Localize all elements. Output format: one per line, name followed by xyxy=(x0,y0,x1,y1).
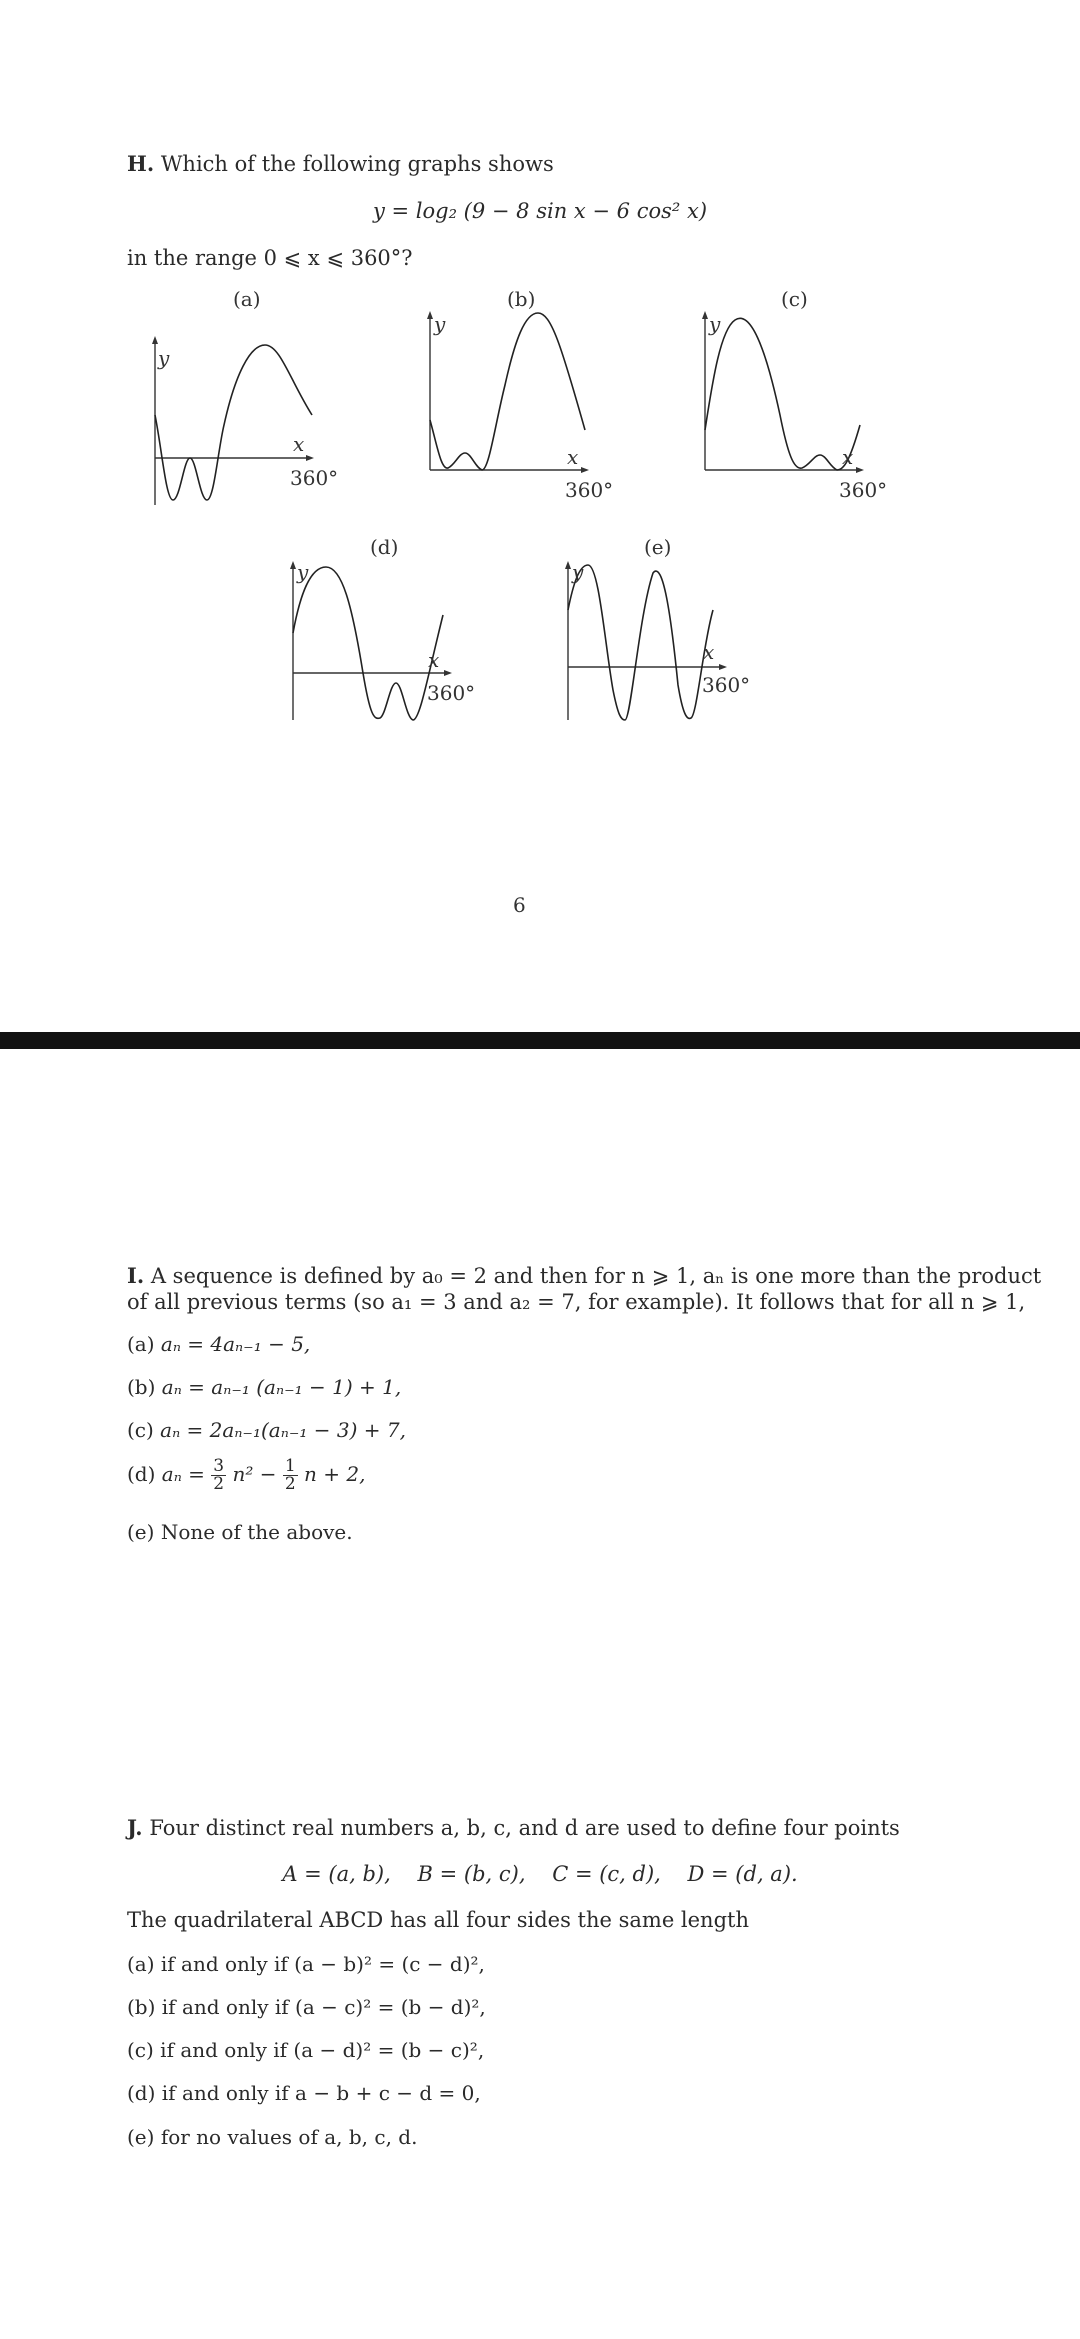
option-text: aₙ = 2aₙ₋₁(aₙ₋₁ − 3) + 7, xyxy=(160,1418,406,1442)
option-label: (c) xyxy=(127,2038,154,2062)
fraction-denominator: 2 xyxy=(284,1474,296,1494)
option-text: aₙ = aₙ₋₁ (aₙ₋₁ − 1) + 1, xyxy=(161,1375,402,1399)
fraction-numerator: 3 xyxy=(213,1456,225,1476)
option-label: (a) xyxy=(127,1952,155,1976)
option-label: (a) xyxy=(127,1332,155,1356)
graph-a-y-label: y xyxy=(158,346,170,370)
option-label: (e) xyxy=(127,2125,155,2149)
question-j-option-b xyxy=(127,1994,486,2020)
option-text: for no values of a, b, c, d. xyxy=(160,2125,418,2149)
page-number: 6 xyxy=(513,893,526,917)
question-j-option-c xyxy=(127,2037,484,2063)
graph-d-tick-label: 360° xyxy=(427,681,476,705)
option-text-post: n + 2, xyxy=(304,1462,366,1486)
graph-d-x-arrow xyxy=(444,670,452,676)
question-i-label: I. xyxy=(127,1263,145,1288)
graph-a-label: (a) xyxy=(233,287,261,311)
question-i-option-a xyxy=(127,1331,310,1357)
option-text-pre: aₙ = xyxy=(161,1462,212,1486)
graph-c-y-arrow xyxy=(702,311,708,319)
option-text: None of the above. xyxy=(160,1520,353,1544)
option-text: aₙ = 4aₙ₋₁ − 5, xyxy=(160,1332,311,1356)
graph-b-y-label: y xyxy=(434,312,446,336)
question-h-range: in the range 0 ⩽ x ⩽ 360°? xyxy=(127,246,413,270)
question-j-intro xyxy=(127,1815,900,1841)
option-text: if and only if (a − b)² = (c − d)², xyxy=(160,1952,485,1976)
question-j-points: A = (a, b), B = (b, c), C = (c, d), D = (d, a). xyxy=(282,1862,798,1886)
graph-b-curve xyxy=(430,313,585,470)
graph-a-tick-label: 360° xyxy=(290,466,339,490)
graph-e-x-arrow xyxy=(719,664,727,670)
graph-e-y-arrow xyxy=(565,561,571,569)
fraction-one-half xyxy=(283,1458,298,1493)
question-i-line-2: of all previous terms (so a₁ = 3 and a₂ = 7, for example). It follows that for all n ⩾ 1, xyxy=(127,1290,1026,1314)
question-i-line-1 xyxy=(127,1263,1041,1289)
question-j-statement: The quadrilateral ABCD has all four sides the same length xyxy=(127,1908,749,1932)
graph-e-label: (e) xyxy=(644,535,672,559)
graph-b-tick-label: 360° xyxy=(565,478,614,502)
exam-page-6 xyxy=(0,0,1080,1032)
question-i-option-c xyxy=(127,1417,406,1443)
question-j-option-a xyxy=(127,1951,485,1977)
graph-c-tick-label: 360° xyxy=(839,478,888,502)
graph-a-y-arrow xyxy=(152,336,158,344)
graph-c-curve xyxy=(705,318,860,470)
graph-c-label: (c) xyxy=(781,287,808,311)
graph-d-y-arrow xyxy=(290,561,296,569)
page-divider xyxy=(0,1032,1080,1049)
option-text: if and only if a − b + c − d = 0, xyxy=(161,2081,481,2105)
question-i-option-b xyxy=(127,1374,401,1400)
graph-e-tick-label: 360° xyxy=(702,673,751,697)
question-h-text: Which of the following graphs shows xyxy=(160,152,554,176)
graph-b-x-arrow xyxy=(581,467,589,473)
option-label: (d) xyxy=(127,1462,156,1486)
question-h-intro xyxy=(127,151,554,177)
question-i-option-e xyxy=(127,1519,353,1545)
option-label: (b) xyxy=(127,1375,156,1399)
question-j-label: J. xyxy=(127,1815,143,1840)
option-label: (d) xyxy=(127,2081,156,2105)
graph-d-label: (d) xyxy=(370,535,399,559)
question-j-option-e xyxy=(127,2124,417,2150)
option-label: (e) xyxy=(127,1520,155,1544)
graph-a-x-label: x xyxy=(293,432,305,456)
graph-b-x-label: x xyxy=(567,445,579,469)
graph-d-x-label: x xyxy=(428,648,440,672)
option-label: (b) xyxy=(127,1995,156,2019)
exam-page-7 xyxy=(0,1049,1080,2339)
graph-a-curve xyxy=(155,345,312,500)
fraction-denominator: 2 xyxy=(213,1474,225,1494)
graph-b-y-arrow xyxy=(427,311,433,319)
option-label: (c) xyxy=(127,1418,154,1442)
fraction-numerator: 1 xyxy=(284,1456,296,1476)
graph-d-y-label: y xyxy=(297,560,309,584)
question-i-option-d xyxy=(127,1454,365,1494)
graph-b-label: (b) xyxy=(507,287,536,311)
graph-d-curve xyxy=(293,567,443,720)
option-text-mid: n² − xyxy=(232,1462,283,1486)
option-text: if and only if (a − c)² = (b − d)², xyxy=(161,1995,486,2019)
graph-c-x-arrow xyxy=(856,467,864,473)
question-j-text: Four distinct real numbers a, b, c, and d are used to define four points xyxy=(149,1816,900,1840)
graph-c-y-label: y xyxy=(709,312,721,336)
graph-e-curve xyxy=(568,565,713,720)
graph-e-x-label: x xyxy=(703,640,715,664)
graph-e-y-label: y xyxy=(572,560,584,584)
question-j-option-d xyxy=(127,2080,481,2106)
fraction-three-halves xyxy=(211,1458,226,1493)
question-i-text-1: A sequence is defined by a₀ = 2 and then for n ⩾ 1, aₙ is one more than the product xyxy=(150,1264,1042,1288)
graph-a-x-arrow xyxy=(306,455,314,461)
graph-c-x-label: x xyxy=(842,445,854,469)
question-h-equation: y = log₂ (9 − 8 sin x − 6 cos² x) xyxy=(372,199,708,223)
option-text: if and only if (a − d)² = (b − c)², xyxy=(160,2038,485,2062)
question-h-label: H. xyxy=(127,151,155,176)
